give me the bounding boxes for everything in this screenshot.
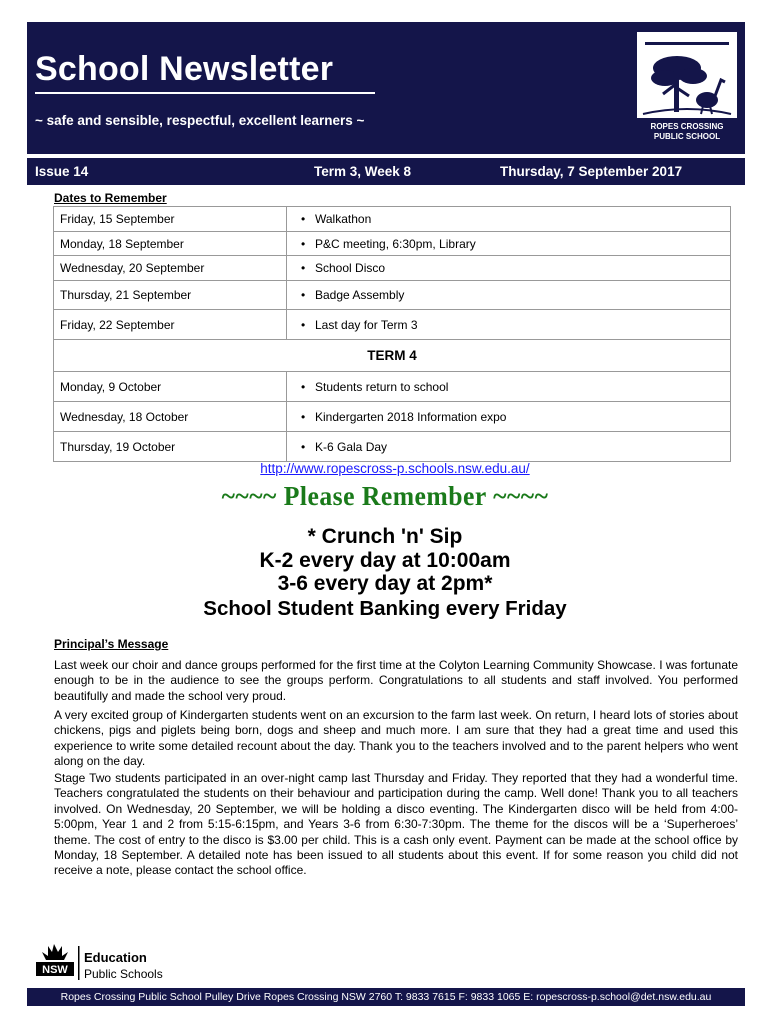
event-cell	[287, 256, 731, 281]
table-row	[54, 340, 731, 372]
event-cell	[287, 232, 731, 256]
table-row	[54, 256, 731, 281]
bullet-icon	[301, 288, 315, 302]
event-text: Kindergarten 2018 Information expo	[315, 409, 507, 424]
nsw-education-text: Education	[84, 950, 147, 965]
bullet-icon	[301, 237, 315, 251]
event-text: Last day for Term 3	[315, 317, 418, 332]
principal-paragraph: A very excited group of Kindergarten students went on an excursion to the farm last week. On return, I heard lots of stories about chickens, pigs and piglets being born, dogs and sheep and much more. I am sure that they had a great time and used this experience to write some detailed recount about the day. Thank you to the teachers involved and to the parent helpers who went along on the day.	[54, 708, 738, 769]
tree-emu-logo-icon	[637, 32, 737, 144]
logo-text-line1: ROPES CROSSING	[650, 122, 724, 131]
event-text: K-6 Gala Day	[315, 439, 388, 454]
dates-heading: Dates to Remember	[54, 191, 167, 205]
please-remember-heading: ~~~~ Please Remember ~~~~	[221, 481, 549, 511]
bullet-icon	[301, 261, 315, 275]
event-cell	[287, 372, 731, 402]
table-row	[54, 232, 731, 256]
logo-text-line2: PUBLIC SCHOOL	[653, 132, 721, 141]
school-motto: ~ safe and sensible, respectful, excellent learners ~	[35, 113, 365, 128]
issue-bar	[27, 158, 745, 185]
principal-paragraph: Stage Two students participated in an over-night camp last Thursday and Friday. They reported that they had a wonderful time. Teachers congratulated the students on their behaviour and participation during the camp. Well done! Thank you to all teachers involved. On Wednesday, 20 September, we will be holding a disco eventing. The Kindergarten disco will be held from 4:00-5:00pm, Year 1 and 2 from 5:15-6:15pm, and Years 3-6 from 6:30-7:30pm. The theme for the discos will be a ‘Superheroes’ theme. The cost of entry to the disco is $3.00 per child. This is a cash only event. Payment can be made at the school office by Monday, 18 September. A detailed note has been issued to all students about this event. If for some reason you child did not receive a note, please contact the school office.	[54, 771, 738, 878]
date-cell: Monday, 9 October	[54, 372, 287, 402]
event-cell	[287, 432, 731, 462]
bullet-icon	[301, 212, 315, 226]
title-underline	[35, 92, 375, 94]
table-row	[54, 432, 731, 462]
nsw-education-logo	[36, 940, 186, 984]
date-cell: Wednesday, 18 October	[54, 402, 287, 432]
nsw-abbr: NSW	[42, 964, 68, 976]
event-text: School Disco	[315, 261, 386, 275]
bullet-icon	[301, 440, 315, 454]
footer-contact: Ropes Crossing Public School Pulley Drive Ropes Crossing NSW 2760 T: 9833 7615 F: 9833 1065 E: ropescross-p.school@det.nsw.edu.au	[27, 988, 745, 1006]
banking-reminder: School Student Banking every Friday	[203, 597, 567, 620]
issue-number: Issue 14	[35, 164, 89, 179]
table-row	[54, 402, 731, 432]
principal-paragraph: Last week our choir and dance groups performed for the first time at the Colyton Learning Community Showcase. I was fortunate enough to be in the audience to see the groups perform. Congratulations to all students and staff involved. You performed beautifully and made the school very proud.	[54, 658, 738, 703]
school-logo	[637, 32, 737, 144]
bullet-icon	[301, 318, 315, 332]
reminder-line-crunch: * Crunch 'n' Sip	[307, 525, 463, 548]
date-cell: Thursday, 21 September	[54, 281, 287, 310]
table-row	[54, 310, 731, 340]
date-cell: Monday, 18 September	[54, 232, 287, 256]
date-cell: Friday, 15 September	[54, 207, 287, 232]
nsw-public-schools-text: Public Schools	[84, 967, 163, 981]
principal-message-heading: Principal’s Message	[54, 637, 169, 651]
event-text: Walkathon	[315, 212, 372, 226]
newsletter-header	[27, 22, 745, 154]
event-cell	[287, 310, 731, 340]
bullet-icon	[301, 410, 315, 424]
event-cell	[287, 281, 731, 310]
term4-label: TERM 4	[54, 340, 731, 372]
waratah-icon	[36, 940, 186, 984]
bullet-icon	[301, 380, 315, 394]
event-cell	[287, 207, 731, 232]
date-cell: Friday, 22 September	[54, 310, 287, 340]
reminder-line-k2: K-2 every day at 10:00am	[259, 549, 511, 572]
table-row	[54, 207, 731, 232]
event-text: Students return to school	[315, 379, 449, 394]
event-cell	[287, 402, 731, 432]
event-text: P&C meeting, 6:30pm, Library	[315, 236, 476, 251]
dates-table	[53, 206, 731, 462]
school-website-link[interactable]: http://www.ropescross-p.schools.nsw.edu.au/	[260, 461, 530, 476]
reminder-line-3-6: 3-6 every day at 2pm*	[277, 572, 493, 595]
term-week: Term 3, Week 8	[314, 164, 412, 179]
date-cell: Thursday, 19 October	[54, 432, 287, 462]
issue-date: Thursday, 7 September 2017	[500, 164, 683, 179]
newsletter-title: School Newsletter	[35, 50, 334, 88]
table-row	[54, 372, 731, 402]
date-cell: Wednesday, 20 September	[54, 256, 287, 281]
table-row	[54, 281, 731, 310]
event-text: Badge Assembly	[315, 288, 405, 302]
